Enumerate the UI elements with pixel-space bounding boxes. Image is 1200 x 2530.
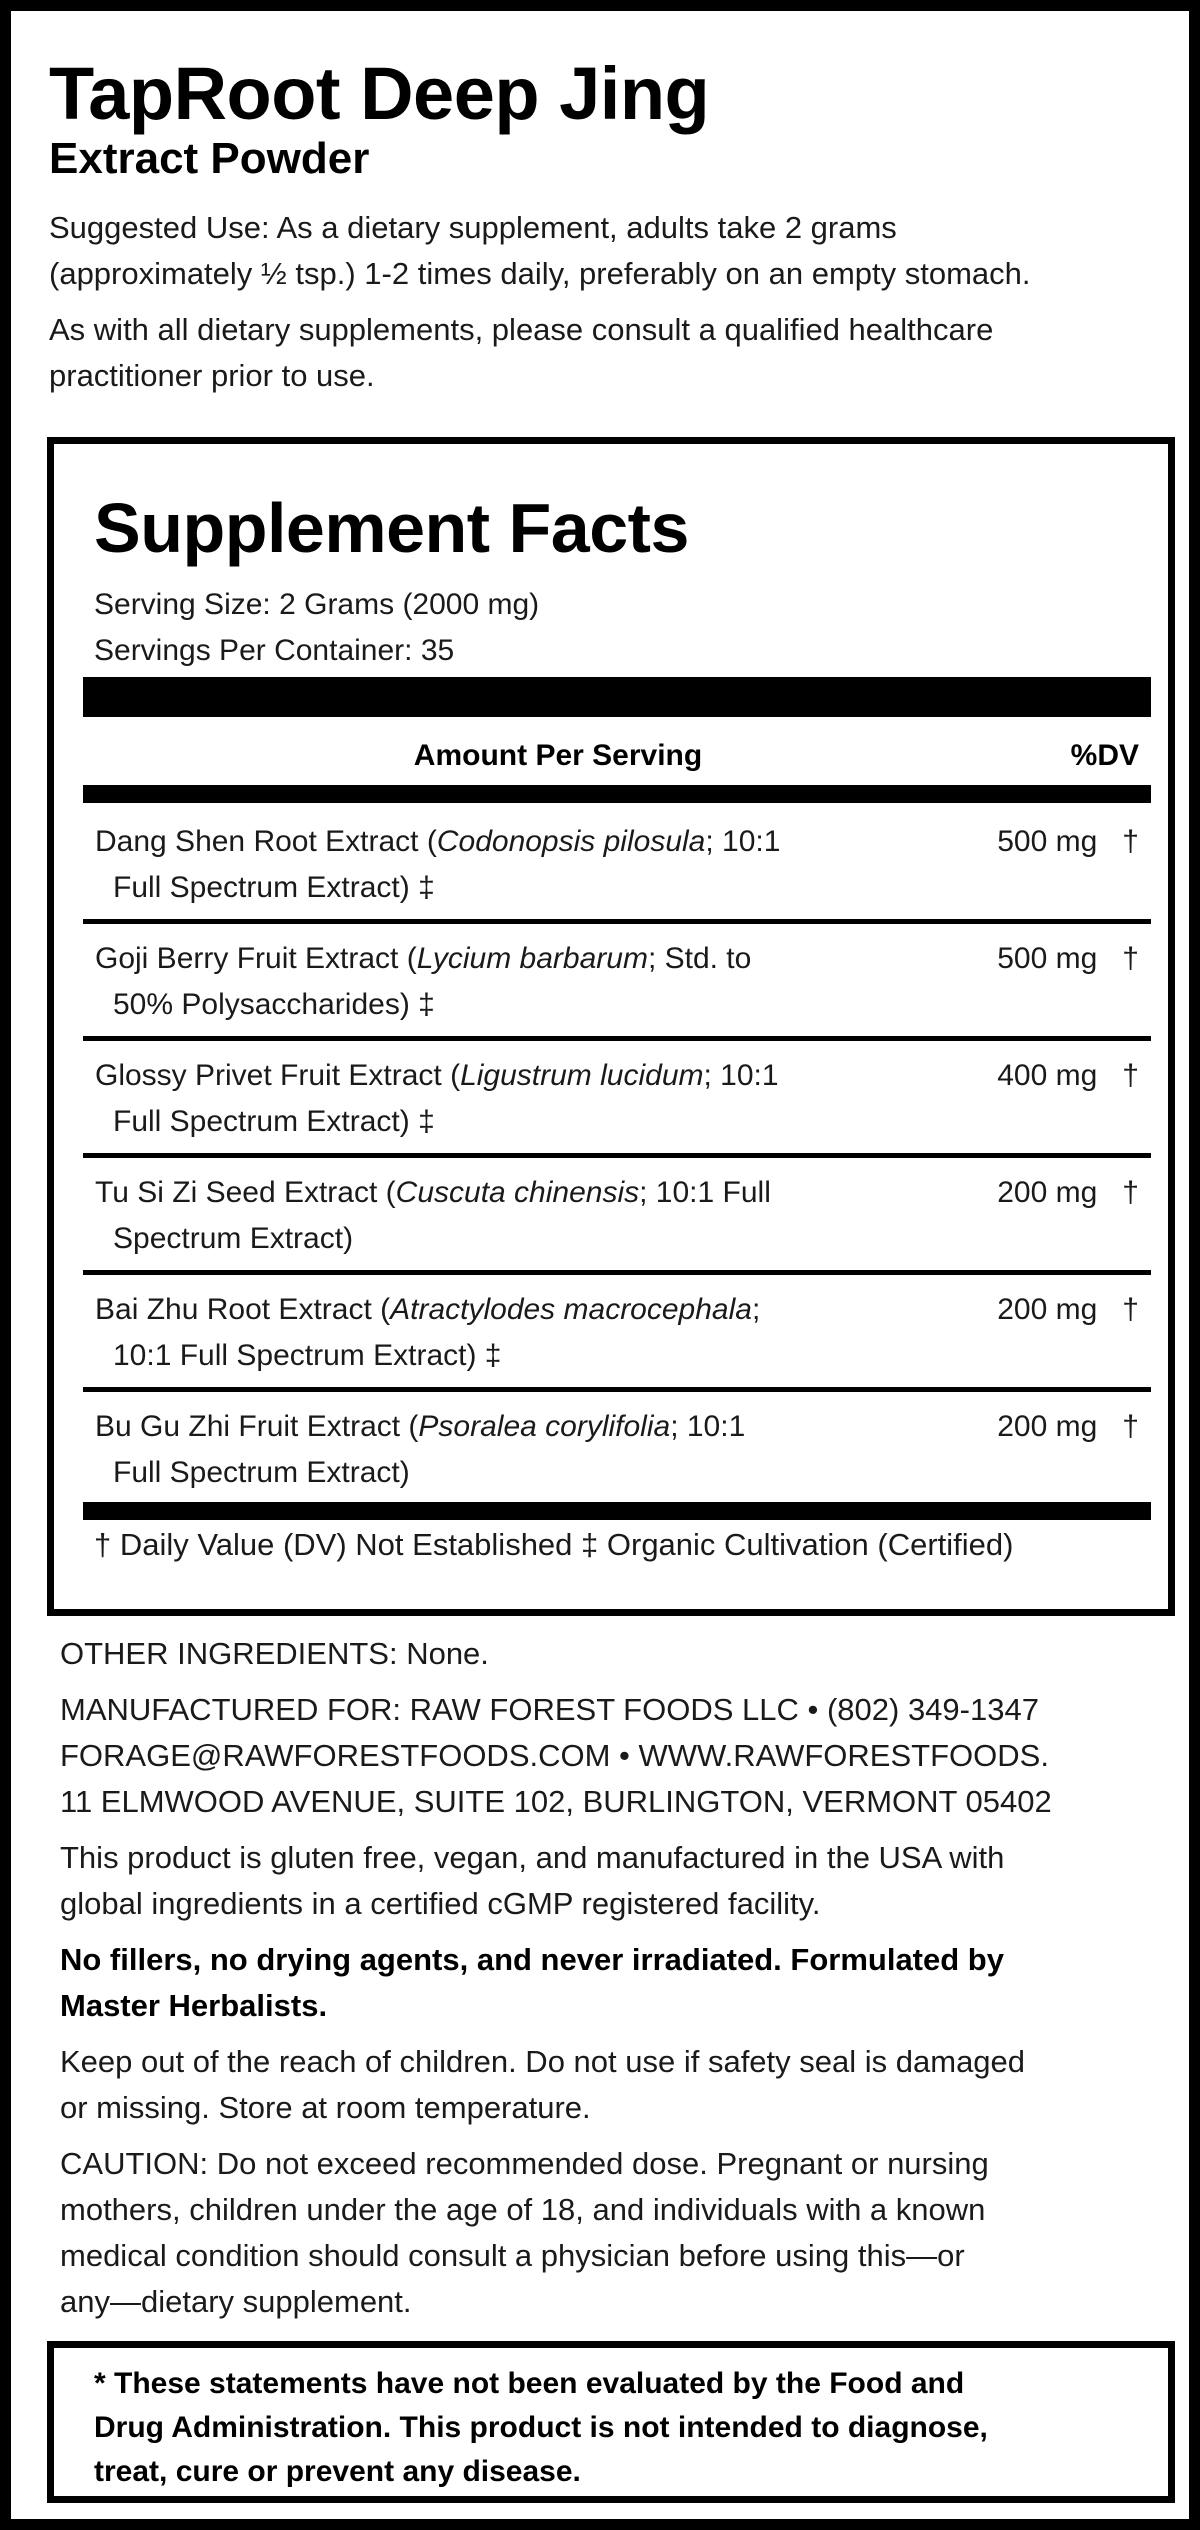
- ingredient-name-line2: 10:1 Full Spectrum Extract) ‡: [113, 1339, 502, 1372]
- ingredient-name-text: Glossy Privet Fruit Extract (: [95, 1059, 461, 1092]
- ingredient-name-text: ; 10:1: [670, 1410, 746, 1443]
- statement-line: any—dietary supplement.: [60, 2284, 412, 2319]
- ingredient-name: [95, 1404, 895, 1496]
- serving-info: [94, 582, 539, 674]
- amount-per-serving-label: Amount Per Serving: [413, 739, 703, 772]
- ingredient-amount: 200 mg †: [997, 1410, 1139, 1443]
- ingredient-amount: 400 mg †: [997, 1059, 1139, 1092]
- ingredient-name: [95, 819, 895, 911]
- ingredient-latin-name: Codonopsis pilosula: [436, 825, 706, 858]
- dv-header: %DV: [1070, 739, 1139, 772]
- ingredient-name-text: Bai Zhu Root Extract (: [95, 1293, 391, 1326]
- consult-line: practitioner prior to use.: [49, 358, 375, 394]
- ingredient-amount: 500 mg †: [997, 942, 1139, 975]
- consult-line: As with all dietary supplements, please consult a qualified healthcare: [49, 312, 994, 348]
- ingredient-name-line2: Full Spectrum Extract): [113, 1456, 410, 1489]
- ingredient-latin-name: Atractylodes macrocephala: [390, 1293, 752, 1326]
- disclaimer-line: * These statements have not been evaluated by the Food and: [94, 2367, 965, 2400]
- storage-warning: [60, 2039, 1170, 2131]
- product-header: [49, 52, 1169, 409]
- ingredient-name-text: ; Std. to: [647, 942, 752, 975]
- ingredient-name-line2: 50% Polysaccharides) ‡: [113, 988, 435, 1021]
- ingredient-row: [83, 1158, 1151, 1268]
- usage-instructions: [49, 205, 1169, 399]
- statement-line: mothers, children under the age of 18, and individuals with a known: [60, 2192, 986, 2227]
- ingredient-row: [83, 1041, 1151, 1151]
- address-line: 11 ELMWOOD AVENUE, SUITE 102, BURLINGTON, VERMONT 05402: [60, 1784, 1052, 1819]
- ingredient-latin-name: Psoralea corylifolia: [418, 1410, 671, 1443]
- ingredient-row: [83, 1392, 1151, 1502]
- statement-line: or missing. Store at room temperature.: [60, 2090, 591, 2125]
- consult-note: [49, 307, 1169, 399]
- divider-medium: [83, 1502, 1151, 1520]
- ingredient-latin-name: Cuscuta chinensis: [395, 1176, 640, 1209]
- manufactured-for: MANUFACTURED FOR: RAW FOREST FOODS LLC • (802) 349-1347: [60, 1692, 1039, 1727]
- ingredient-amount: 200 mg †: [997, 1176, 1139, 1209]
- ingredient-row: [83, 1275, 1151, 1385]
- disclaimer-line: treat, cure or prevent any disease.: [94, 2455, 581, 2488]
- supplement-facts-panel: [47, 437, 1175, 1616]
- ingredient-name: [95, 1170, 895, 1262]
- ingredient-name-text: Tu Si Zi Seed Extract (: [95, 1176, 396, 1209]
- product-subtitle: Extract Powder: [49, 134, 370, 183]
- gluten-free-statement: [60, 1835, 1170, 1927]
- ingredient-name: [95, 1053, 895, 1145]
- ingredient-name: [95, 1287, 895, 1379]
- servings-per-container: Servings Per Container: 35: [94, 634, 455, 667]
- statement-line: CAUTION: Do not exceed recommended dose. Pregnant or nursing: [60, 2146, 989, 2181]
- label-details: [60, 1631, 1170, 2335]
- ingredient-name-text: ; 10:1: [705, 825, 781, 858]
- statement-line: Keep out of the reach of children. Do not use if safety seal is damaged: [60, 2044, 1026, 2079]
- manufacturer-info: [60, 1687, 1170, 1825]
- ingredient-name-text: Goji Berry Fruit Extract (: [95, 942, 417, 975]
- ingredient-row: [83, 924, 1151, 1034]
- facts-title: Supplement Facts: [94, 489, 689, 567]
- ingredient-name: [95, 936, 895, 1028]
- suggested-use-line: Suggested Use: As a dietary supplement, adults take 2 grams: [49, 210, 897, 246]
- caution-warning: [60, 2141, 1170, 2325]
- fillers-statement: [60, 1937, 1170, 2029]
- suggested-use-line: (approximately ½ tsp.) 1-2 times daily, preferably on an empty stomach.: [49, 256, 1031, 292]
- ingredient-name-line2: Spectrum Extract): [113, 1222, 354, 1255]
- ingredient-name-line2: Full Spectrum Extract) ‡: [113, 871, 435, 904]
- ingredient-name-text: ; 10:1: [703, 1059, 779, 1092]
- ingredient-latin-name: Ligustrum lucidum: [460, 1059, 704, 1092]
- ingredient-name-text: Dang Shen Root Extract (: [95, 825, 437, 858]
- statement-line: global ingredients in a certified cGMP registered facility.: [60, 1886, 821, 1921]
- fda-disclaimer-box: [47, 2341, 1175, 2503]
- statement-line: Master Herbalists.: [60, 1988, 328, 2023]
- serving-size: Serving Size: 2 Grams (2000 mg): [94, 588, 540, 621]
- ingredient-amount: 200 mg †: [997, 1293, 1139, 1326]
- ingredient-latin-name: Lycium barbarum: [416, 942, 648, 975]
- ingredient-row: [83, 807, 1151, 917]
- ingredient-name-line2: Full Spectrum Extract) ‡: [113, 1105, 435, 1138]
- statement-line: This product is gluten free, vegan, and manufactured in the USA with: [60, 1840, 1005, 1875]
- facts-footnote: † Daily Value (DV) Not Established ‡ Organic Cultivation (Certified): [94, 1527, 1014, 1562]
- product-title: TapRoot Deep Jing: [49, 52, 710, 135]
- ingredient-name-text: ;: [751, 1293, 761, 1326]
- disclaimer-line: Drug Administration. This product is not intended to diagnose,: [94, 2411, 988, 2444]
- ingredient-name-text: Bu Gu Zhi Fruit Extract (: [95, 1410, 419, 1443]
- statement-line: No fillers, no drying agents, and never irradiated. Formulated by: [60, 1942, 1004, 1977]
- other-ingredients: OTHER INGREDIENTS: None.: [60, 1636, 489, 1671]
- divider-thick: [83, 677, 1151, 717]
- amount-header-row: [83, 732, 1151, 780]
- suggested-use: [49, 205, 1169, 297]
- ingredient-name-text: ; 10:1 Full: [639, 1176, 771, 1209]
- ingredient-amount: 500 mg †: [997, 825, 1139, 858]
- contact-line: FORAGE@RAWFORESTFOODS.COM • WWW.RAWFORESTFOODS.: [60, 1738, 1049, 1773]
- divider-medium: [83, 785, 1151, 803]
- statement-line: medical condition should consult a physician before using this—or: [60, 2238, 965, 2273]
